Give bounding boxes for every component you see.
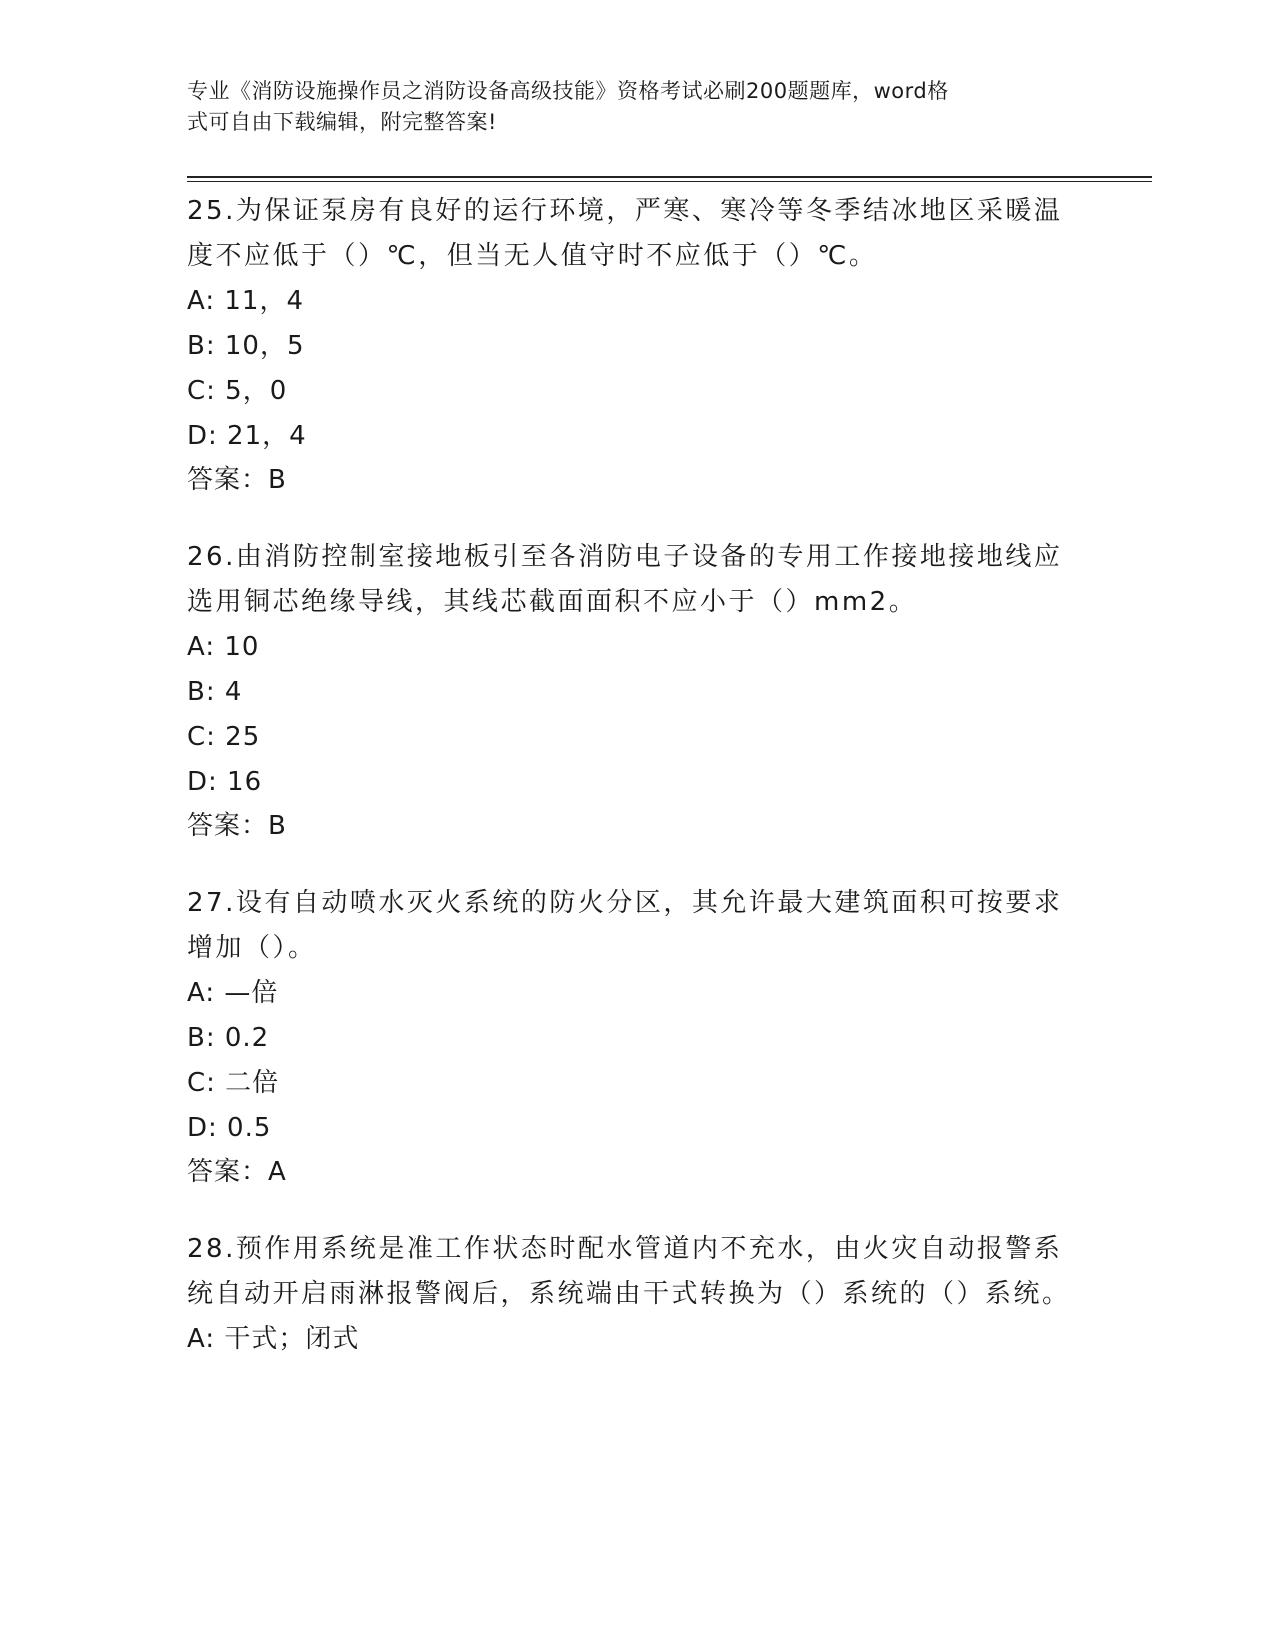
option-a: A: 10 xyxy=(187,632,260,662)
option-d: D: 0.5 xyxy=(187,1113,272,1143)
header-divider-thick xyxy=(187,176,1152,178)
option-b: B: 4 xyxy=(187,677,243,707)
option-a: A: 干式；闭式 xyxy=(187,1324,360,1354)
document-header xyxy=(187,76,1067,138)
question-27 xyxy=(187,881,1087,1194)
option-c: C: 5，0 xyxy=(187,376,288,406)
option-c: C: 二倍 xyxy=(187,1068,280,1098)
question-stem: 25.为保证泵房有良好的运行环境，严寒、寒冷等冬季结冰地区采暖温度不应低于（）℃，但当无人值守时不应低于（）℃。 xyxy=(187,196,1063,271)
option-b: B: 10，5 xyxy=(187,331,305,361)
question-stem: 26.由消防控制室接地板引至各消防电子设备的专用工作接地接地线应选用铜芯绝缘导线，其线芯截面面积不应小于（）mm2。 xyxy=(187,542,1063,617)
option-d: D: 21，4 xyxy=(187,421,307,451)
question-list xyxy=(187,189,1087,1395)
question-26 xyxy=(187,535,1087,848)
question-stem: 27.设有自动喷水灭火系统的防火分区，其允许最大建筑面积可按要求增加（）。 xyxy=(187,888,1063,963)
option-b: B: 0.2 xyxy=(187,1023,270,1053)
header-divider-thin xyxy=(187,181,1152,182)
option-a: A: —倍 xyxy=(187,978,279,1008)
question-28 xyxy=(187,1227,1087,1362)
answer: 答案：B xyxy=(187,465,287,495)
option-c: C: 25 xyxy=(187,722,261,752)
question-stem: 28.预作用系统是准工作状态时配水管道内不充水，由火灾自动报警系统自动开启雨淋报警阀后，系统端由干式转换为（）系统的（）系统。 xyxy=(187,1234,1071,1309)
header-line-2: 式可自由下载编辑，附完整答案! xyxy=(187,110,497,134)
question-25 xyxy=(187,189,1087,502)
answer: 答案：A xyxy=(187,1157,287,1187)
header-line-1: 专业《消防设施操作员之消防设备高级技能》资格考试必刷200题题库，word格 xyxy=(187,79,949,103)
option-d: D: 16 xyxy=(187,767,263,797)
option-a: A: 11，4 xyxy=(187,286,304,316)
answer: 答案：B xyxy=(187,811,287,841)
